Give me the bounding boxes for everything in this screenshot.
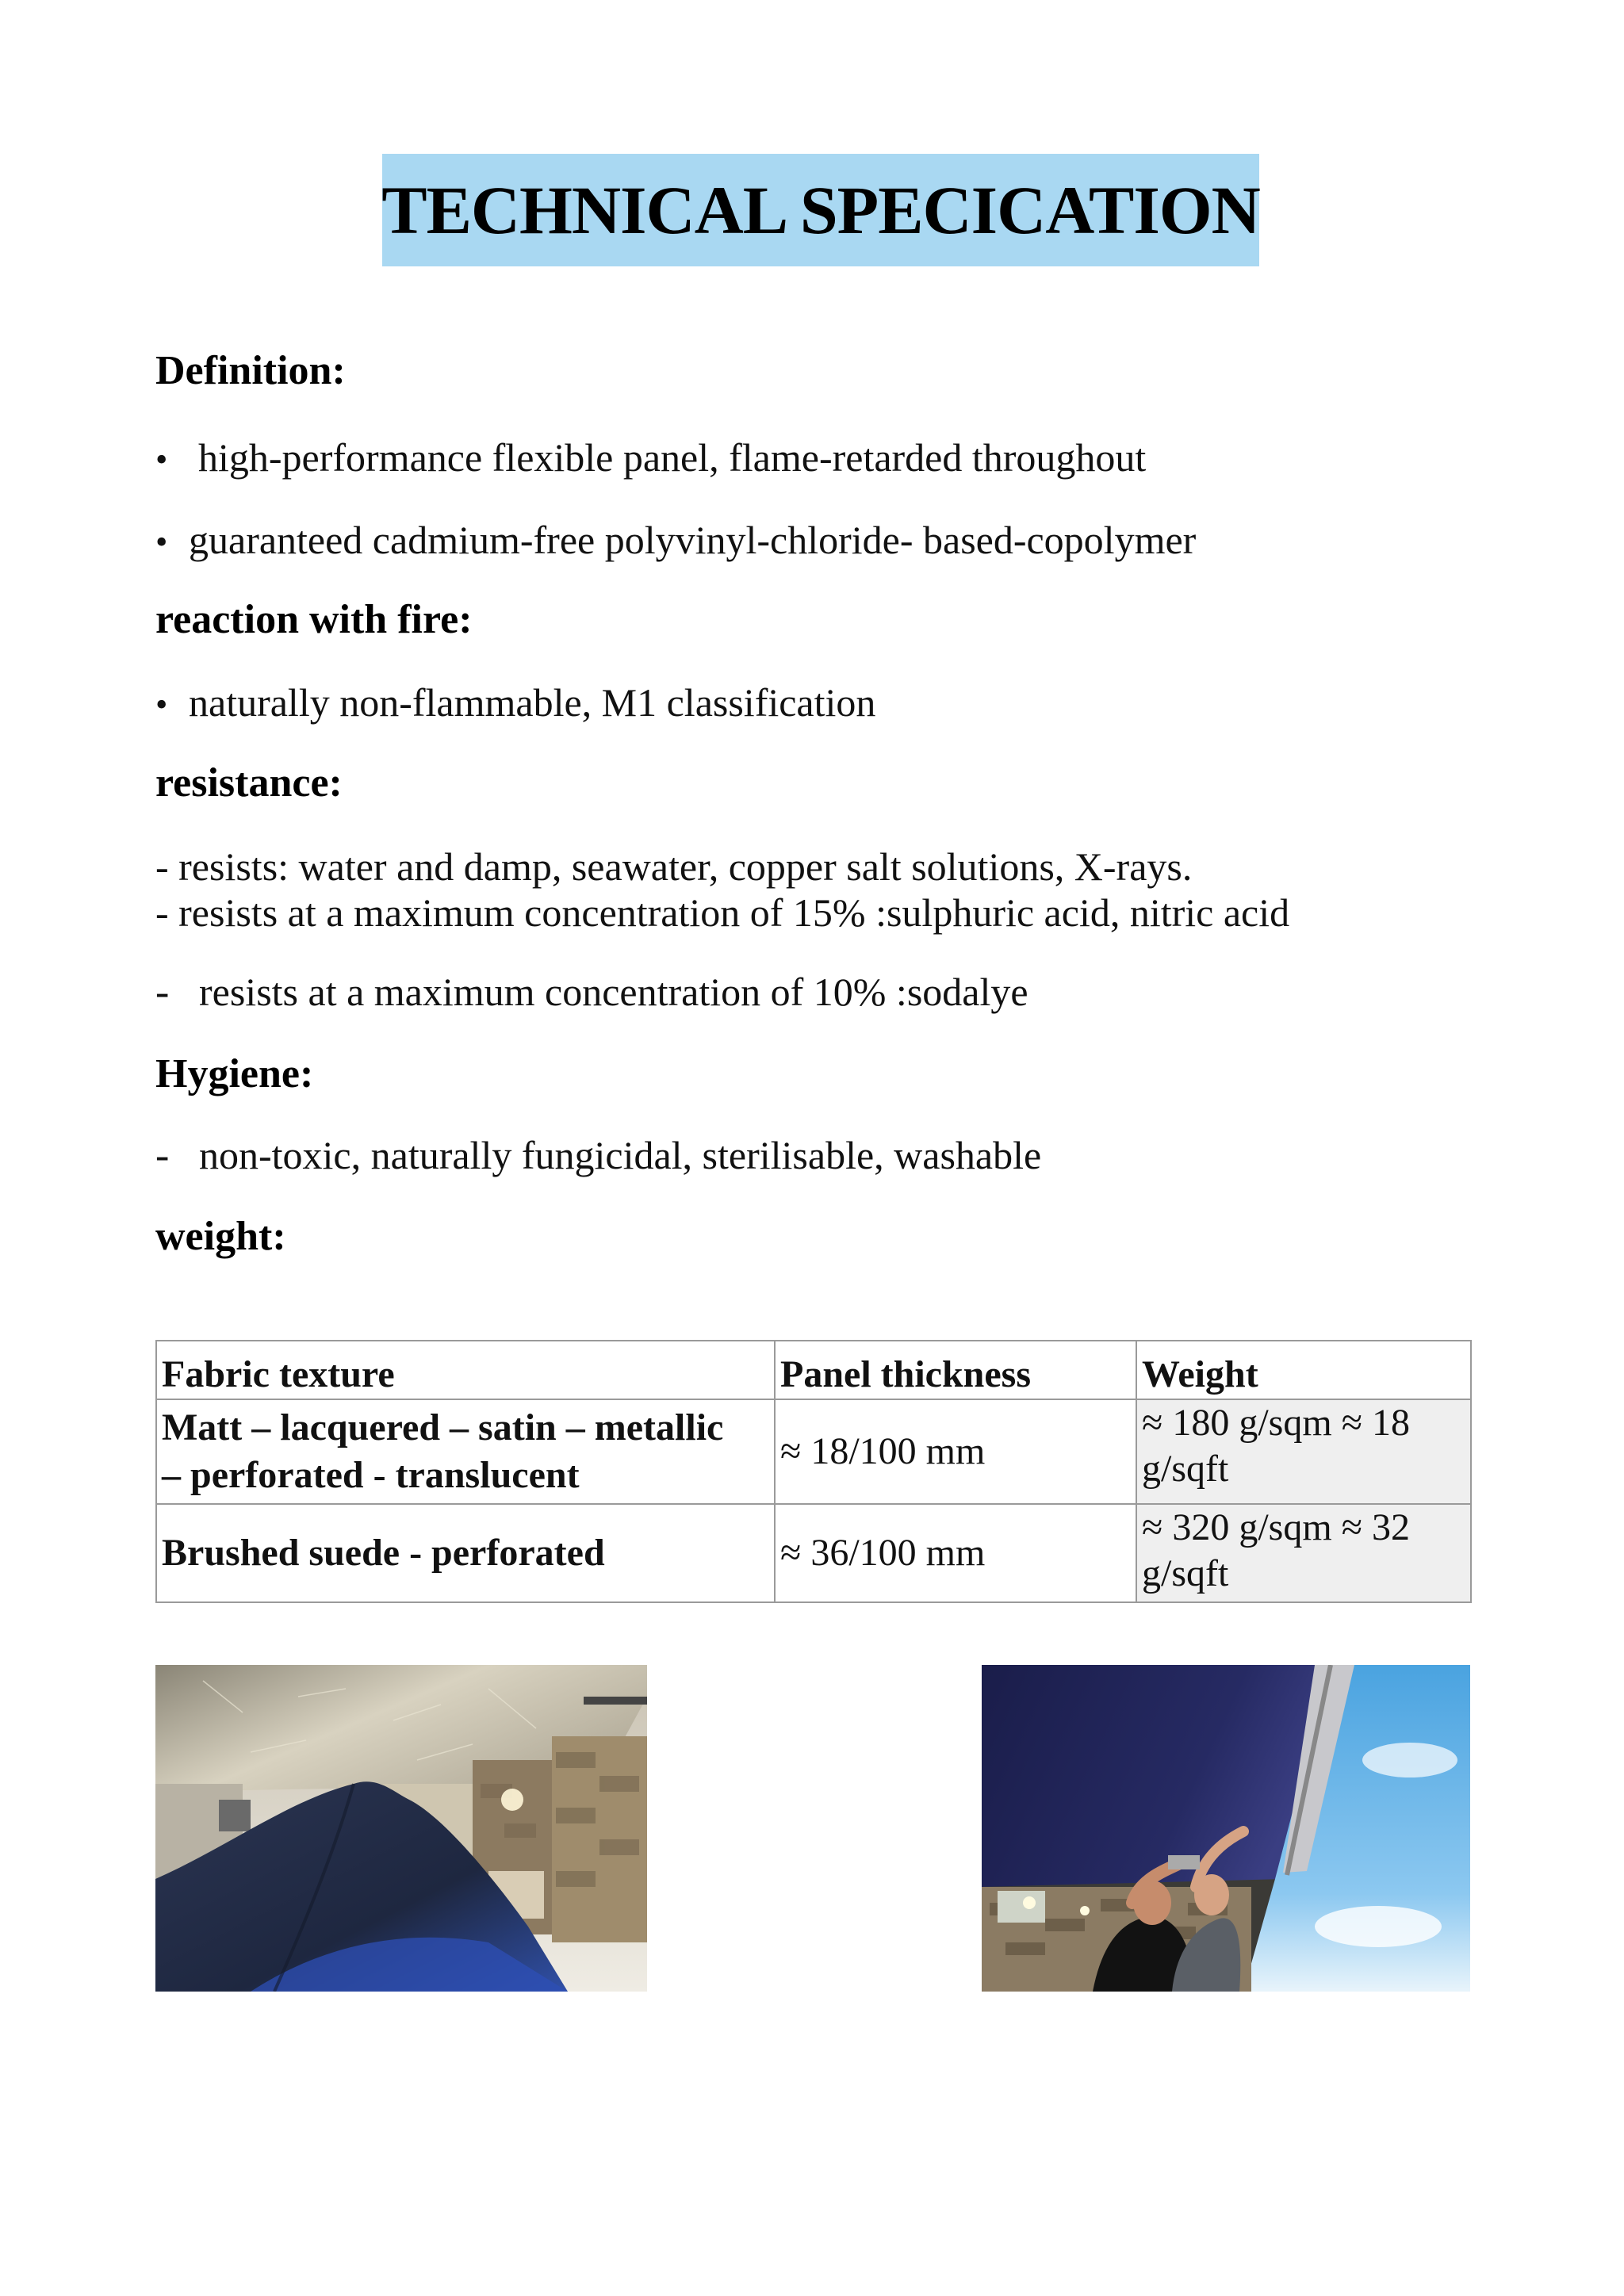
hygiene-heading: Hygiene: [155, 1051, 314, 1096]
bullet-icon: • [155, 440, 168, 479]
definition-bullet-1 [155, 434, 1146, 480]
texture-cell [156, 1399, 775, 1504]
photo-illustration [982, 1665, 1470, 1992]
photo-illustration [155, 1665, 647, 1992]
header-weight: Weight [1136, 1341, 1471, 1399]
weight-heading: weight: [155, 1214, 286, 1259]
header-panel-thickness: Panel thickness [775, 1341, 1136, 1399]
definition-heading: Definition: [155, 348, 346, 393]
definition-item-2: guaranteed cadmium-free polyvinyl-chloride- based-copolymer [189, 518, 1197, 562]
header-fabric-texture: Fabric texture [156, 1341, 775, 1399]
resistance-line-2: - resists at a maximum concentration of 15% :sulphuric acid, nitric acid [155, 890, 1290, 935]
weight-line: ≈ 180 g/sqm ≈ 18 [1142, 1402, 1411, 1444]
definition-bullet-2 [155, 517, 1196, 563]
table-row [156, 1399, 1471, 1504]
resistance-line-1: - resists: water and damp, seawater, copper salt solutions, X-rays. [155, 844, 1193, 889]
table-header-row [156, 1341, 1471, 1399]
resistance-item-3: resists at a maximum concentration of 10% :sodalye [199, 970, 1028, 1014]
resistance-dash-item [155, 969, 1028, 1016]
ceiling-installation-photo-left [155, 1665, 647, 1992]
thickness-cell: ≈ 36/100 mm [775, 1504, 1136, 1602]
thickness-cell: ≈ 18/100 mm [775, 1399, 1136, 1504]
hygiene-dash-item [155, 1132, 1041, 1179]
page-title: TECHNICAL SPECICATION [381, 172, 1260, 248]
title-banner [382, 154, 1259, 266]
fire-item-1: naturally non-flammable, M1 classification [189, 680, 876, 725]
bullet-icon: • [155, 685, 168, 724]
table-row [156, 1504, 1471, 1602]
fire-heading: reaction with fire: [155, 597, 473, 642]
texture-line: Matt – lacquered – satin – metallic [162, 1406, 724, 1448]
dash-icon: - [155, 970, 170, 1015]
weight-cell [1136, 1504, 1471, 1602]
ceiling-installation-photo-right [982, 1665, 1470, 1992]
definition-item-1: high-performance flexible panel, flame-retarded throughout [198, 435, 1147, 480]
weight-line: g/sqft [1142, 1448, 1229, 1490]
weight-line: ≈ 320 g/sqm ≈ 32 [1142, 1506, 1411, 1548]
weight-cell [1136, 1399, 1471, 1504]
texture-cell: Brushed suede - perforated [156, 1504, 775, 1602]
hygiene-item-1: non-toxic, naturally fungicidal, sterilisable, washable [199, 1133, 1042, 1177]
dash-icon: - [155, 1133, 170, 1178]
resistance-heading: resistance: [155, 760, 343, 806]
weight-table [155, 1340, 1472, 1603]
texture-line: – perforated - translucent [162, 1454, 580, 1496]
fire-bullet-1 [155, 679, 875, 725]
weight-line: g/sqft [1142, 1552, 1229, 1594]
bullet-icon: • [155, 522, 168, 561]
